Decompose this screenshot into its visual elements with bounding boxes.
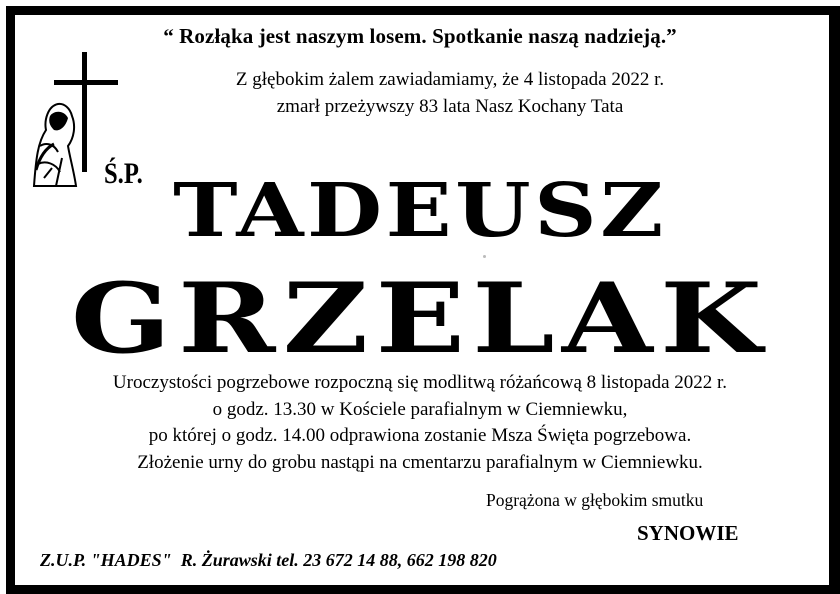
announcement-line: Z głębokim żalem zawiadamiamy, że 4 listopada 2022 r. (235, 69, 665, 90)
funeral-home-contact: R. Żurawski tel. 23 672 14 88, 662 198 820 (180, 550, 497, 570)
motto-quote: “ Rozłąka jest naszym losem. Spotkanie naszą nadzieją.” (163, 24, 677, 48)
ceremony-line: po której o godz. 14.00 odprawiona zostanie Msza Święta pogrzebowa. (148, 425, 692, 446)
ceremony-line: o godz. 13.30 w Kościele parafialnym w Ciemniewku, (212, 398, 628, 420)
grief-line: Pogrążona w głębokim smutku (486, 490, 704, 510)
mourners: SYNOWIE (637, 521, 739, 545)
ceremony-line: Uroczystości pogrzebowe rozpoczną się modlitwą różańcową 8 listopada 2022 r. (112, 372, 728, 393)
title-prefix: Ś.P. (104, 157, 143, 190)
paper-speck (483, 255, 486, 258)
announcement-line: zmarł przeżywszy 83 lata Nasz Kochany Tata (276, 96, 624, 117)
ceremony-line: Złożenie urny do grobu nastąpi na cmentarzu parafialnym w Ciemniewku. (137, 451, 703, 473)
funeral-details (0, 370, 840, 476)
last-name: GRZELAK (70, 262, 770, 375)
funeral-home-name: Z.U.P. "HADES" (40, 550, 172, 570)
first-name: TADEUSZ (173, 168, 667, 254)
death-announcement (170, 66, 730, 120)
funeral-home-footer (40, 550, 497, 571)
